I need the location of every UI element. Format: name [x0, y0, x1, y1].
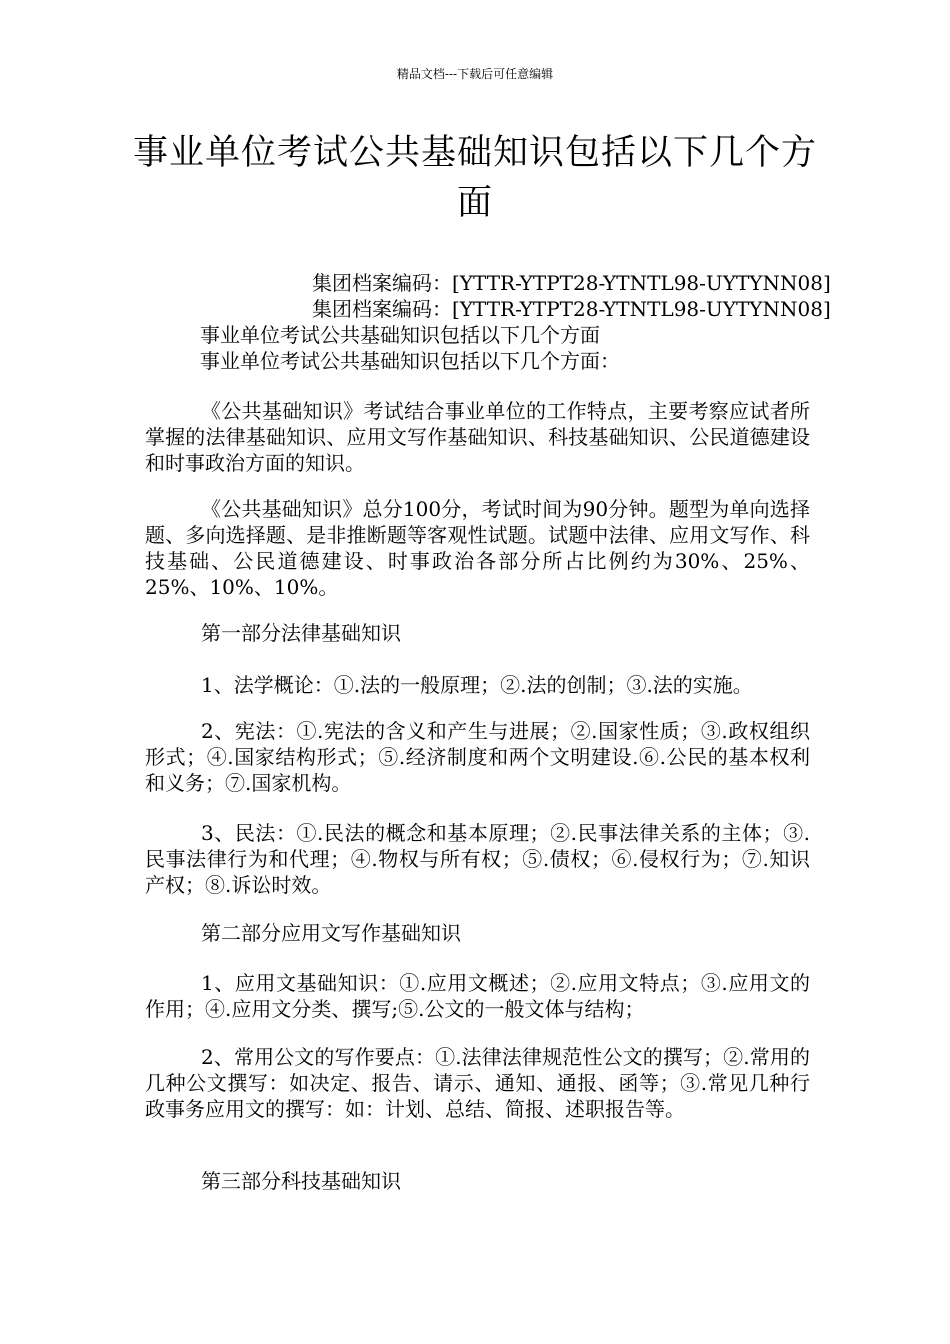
- section-heading: 第一部分法律基础知识: [201, 621, 401, 645]
- subtitle-line: 事业单位考试公共基础知识包括以下几个方面: [200, 323, 600, 347]
- archive-code-line: 集团档案编码：[YTTR-YTPT28-YTNTL98-UYTYNN08]: [312, 297, 831, 321]
- law-item-paragraph: 2、宪法：①.宪法的含义和产生与进展；②.国家性质；③.政权组织形式；④.国家结构形式；⑤.经济制度和两个文明建设.⑥.公民的基本权利和义务；⑦.国家机构。: [145, 719, 810, 795]
- law-item-paragraph: 3、民法：①.民法的概念和基本原理；②.民事法律关系的主体；③.民事法律行为和代理；④.物权与所有权；⑤.债权；⑥.侵权行为；⑦.知识产权；⑧.诉讼时效。: [145, 821, 810, 897]
- header-note: 精品文档---下载后可任意编辑: [396, 67, 554, 81]
- document-title: 事业单位考试公共基础知识包括以下几个方面: [132, 133, 817, 223]
- subtitle-line: 事业单位考试公共基础知识包括以下几个方面：: [200, 349, 620, 373]
- archive-code-line: 集团档案编码：[YTTR-YTPT28-YTNTL98-UYTYNN08]: [312, 271, 831, 295]
- writing-item-paragraph: 2、常用公文的写作要点：①.法律法律规范性公文的撰写；②.常用的几种公文撰写：如决定、报告、请示、通知、通报、函等；③.常见几种行政事务应用文的撰写：如：计划、总结、简报、述职报告等。: [145, 1045, 810, 1121]
- scoring-paragraph: 《公共基础知识》总分100分，考试时间为90分钟。题型为单向选择题、多向选择题、是非推断题等客观性试题。试题中法律、应用文写作、科技基础、公民道德建设、时事政治各部分所占比例约为30%、25%、25%、10%、10%。: [145, 497, 810, 599]
- section-heading: 第二部分应用文写作基础知识: [201, 921, 461, 945]
- section-heading: 第三部分科技基础知识: [201, 1169, 401, 1193]
- intro-paragraph: 《公共基础知识》考试结合事业单位的工作特点，主要考察应试者所掌握的法律基础知识、应用文写作基础知识、科技基础知识、公民道德建设和时事政治方面的知识。: [145, 399, 810, 475]
- law-item-paragraph: 1、法学概论：①.法的一般原理；②.法的创制；③.法的实施。: [201, 673, 753, 697]
- writing-item-paragraph: 1、应用文基础知识：①.应用文概述；②.应用文特点；③.应用文的作用；④.应用文分类、撰写;⑤.公文的一般文体与结构；: [145, 971, 810, 1021]
